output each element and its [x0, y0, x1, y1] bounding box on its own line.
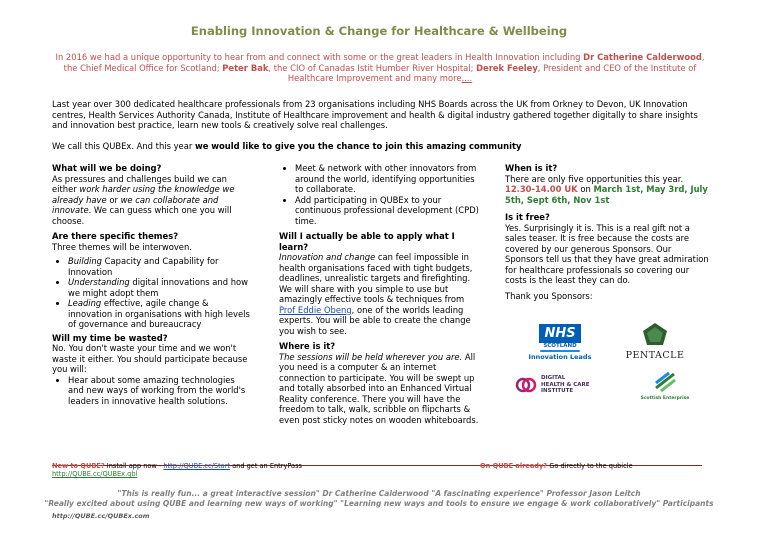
- column-left: [52, 163, 252, 406]
- intro-ellipsis: ....: [461, 73, 473, 83]
- nhs-tagline: Innovation Leads: [528, 353, 592, 361]
- nhs-wordmark: NHS: [539, 324, 580, 343]
- speaker-name: Dr Catherine Calderwood: [583, 52, 702, 62]
- speaker-name: Peter Bak: [222, 62, 269, 73]
- qubicle-link[interactable]: http://QUBE.cc/QUBEx.qbl: [52, 470, 138, 478]
- quote-line-2: [0, 499, 758, 509]
- dhc-line: DIGITAL: [541, 375, 566, 381]
- pentacle-shield-icon: [642, 322, 668, 346]
- heading-themes: Are there specific themes?: [52, 231, 179, 241]
- apply-text: [279, 252, 479, 336]
- call-paragraph: [52, 141, 712, 152]
- se-wordmark: Scottish Enterprise: [640, 396, 690, 401]
- text: can feel impossible in health organisations faced with tight budgets, deadlines, unrealistic targets and firefighting. We will share with you simple to use but amazingly effective tools & techniques from: [279, 252, 473, 304]
- time-text: No. You don't waste your time and we won't waste it either. You should participate because you will:: [52, 343, 248, 374]
- text: and get an EntryPass: [230, 462, 302, 470]
- digital-health-logo: [515, 372, 625, 398]
- text-em: we can collaborate and innovate: [52, 194, 219, 215]
- quote-author: Professor Jason Leitch: [543, 489, 641, 498]
- list-item: • Hear about some amazing technologies and new ways of working from the world's leaders in innovative health solutions.: [68, 375, 252, 407]
- nhs-logo: [520, 322, 600, 361]
- dhc-line: HEALTH & CARE: [541, 381, 590, 388]
- intro-text: , President and CEO of the Institute of Healthcare Improvement and many more: [287, 62, 697, 83]
- speaker-name: Derek Feeley: [476, 62, 538, 73]
- column-right: [505, 163, 710, 301]
- pentacle-wordmark: PENTACLE: [625, 350, 685, 361]
- quote-author: Participants: [660, 499, 714, 508]
- footer-url[interactable]: http://QUBE.cc/QUBEx.com: [52, 512, 150, 520]
- text: As pressures and challenges build we can either: [52, 173, 227, 194]
- heading-time: Will my time be wasted?: [52, 332, 168, 343]
- quote-author: Dr Catherine Calderwood: [319, 489, 429, 498]
- footer-new: [52, 462, 472, 470]
- intro-text: , the Chief Medical Office for Scotland;: [63, 52, 705, 73]
- themes-text: Three themes will be interwoven.: [52, 241, 192, 252]
- theme-text: digital innovations and how we might adopt them: [68, 277, 248, 298]
- text: Go directly to the qubicle: [547, 462, 633, 470]
- text-em: work harder using the knowledge we already have: [52, 184, 235, 205]
- theme-text: effective, agile change & innovation in organisations with high levels of governance and bureaucracy: [68, 298, 250, 329]
- last-year-paragraph: Last year over 300 dedicated healthcare professionals from 23 organisations including NHS Boards across the UK from Orkney to Devon, UK Innovation centres, Health Services Authority Canada, Institute of Healthcare improvement and health & digital industry gathered together digitally to share insights and innovation best practice, learn new tools & creatively solve real challenges.: [52, 99, 698, 130]
- column-middle: [279, 163, 479, 425]
- call-emphasis: we would like to give you the chance to join this amazing community: [194, 141, 522, 151]
- se-stripes-icon: [653, 370, 677, 392]
- heading-what: What will we be doing?: [52, 163, 162, 173]
- session-time: 12.30-14.00 UK: [505, 184, 578, 194]
- themes-list: [52, 256, 252, 330]
- new-label: New to QUBE?: [52, 462, 105, 470]
- heading-where: Where is it?: [279, 341, 336, 351]
- thanks-text: Thank you Sponsors:: [505, 290, 593, 301]
- quote-text: "Learning new ways and tools to ensure we engage & work collaboratively": [337, 499, 661, 508]
- call-text: We call this QUBEx. And this year: [52, 141, 195, 151]
- quote-text: "Really excited about using QUBE and learning new ways of working": [44, 499, 338, 508]
- heading-when: When is it?: [505, 163, 558, 173]
- free-text: Yes. Surprisingly it is. This is a real gift not a sales teaser. It is free because the costs are covered by our generous Sponsors. Our Sponsors tell us that they have great admiration for healthcare professionals so covering our costs is the least they can do.: [505, 222, 709, 285]
- heading-apply: Will I actually be able to apply what I learn?: [279, 231, 455, 252]
- on-label: On QUBE already?: [480, 462, 548, 470]
- dhc-rings-icon: [515, 374, 537, 396]
- text-em: Innovation and change: [279, 252, 376, 262]
- dhc-line: INSTITUTE: [541, 388, 574, 394]
- what-text: [52, 174, 252, 227]
- nhs-swoosh: [540, 350, 580, 352]
- theme-keyword: Leading: [68, 298, 102, 308]
- text: , one of the worlds leading experts. You will be able to create the change you wish to see.: [279, 304, 471, 336]
- text: or: [106, 194, 121, 205]
- page-title: Enabling Innovation & Change for Healthcare & Wellbeing: [190, 24, 568, 38]
- intro-text: In 2016 we had a unique opportunity to hear from and connect with some or the great leaders in Health Innovation including: [55, 52, 584, 62]
- theme-keyword: Understanding: [68, 277, 130, 287]
- footer-on: [480, 462, 710, 470]
- scottish-enterprise-logo: [640, 370, 690, 401]
- theme-keyword: Building: [68, 256, 102, 266]
- theme-text: Capacity and Capability for Innovation: [68, 256, 219, 277]
- intro-paragraph: [55, 52, 705, 84]
- quote-text: "A fascinating experience": [428, 489, 544, 498]
- theme-item: [68, 256, 252, 277]
- obeng-link[interactable]: Prof Eddie Obeng: [279, 304, 352, 315]
- when-text: There are only five opportunities this year.: [505, 173, 684, 184]
- theme-item: [68, 298, 252, 330]
- theme-item: [68, 277, 252, 298]
- start-link[interactable]: http://QUBE.cc/Start: [163, 462, 230, 470]
- benefits-list: [52, 375, 252, 407]
- pentacle-logo: [620, 322, 690, 361]
- heading-free: Is it free?: [505, 212, 550, 222]
- quote-line-1: [0, 489, 758, 499]
- text: . We can guess which one you will choose.: [52, 205, 232, 226]
- session-dates: March 1st, May 3rd, July 5th, Sept 6th, Nov 1st: [505, 184, 708, 205]
- benefits-list-cont: [279, 163, 479, 226]
- dhc-wordmark: [541, 375, 589, 395]
- quote-text: "This is really fun... a great interactive session": [117, 489, 320, 498]
- list-item: • Add participating in QUBEx to your continuous professional development (CPD) time.: [295, 195, 479, 227]
- list-item: • Meet & network with other innovators from around the world, identifying opportunities to collaborate.: [295, 163, 479, 195]
- dates-text: [505, 184, 710, 205]
- intro-text: , the CIO of Canadas Istit Humber River Hospital;: [268, 62, 477, 73]
- where-text: [279, 352, 479, 426]
- text: on: [577, 184, 594, 194]
- nhs-subtitle: SCOTLAND: [543, 343, 577, 349]
- text-em: The sessions will be held wherever you are.: [279, 351, 463, 362]
- text: Install app now -: [104, 462, 164, 470]
- text: All you need is a computer & an internet connection to participate. You will be swept up and totally absorbed into an Enhanced Virtual Reality conference. There you will have the freedom to talk, walk, scribble on flipcharts & even post sticky notes on wooden whiteboards.: [279, 351, 479, 425]
